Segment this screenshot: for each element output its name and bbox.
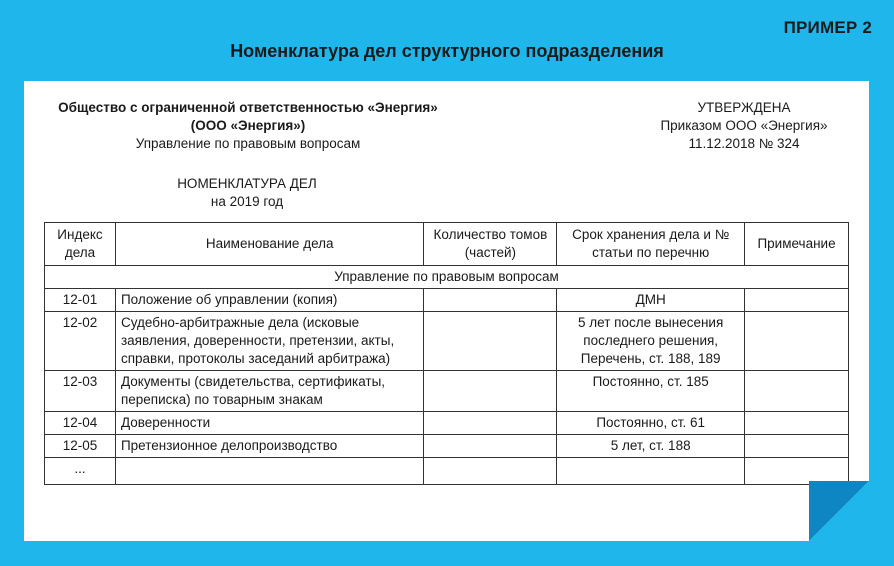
page-curl-corner: [809, 481, 869, 541]
table-header-row: [45, 223, 849, 266]
cell-term: 5 лет после вынесения последнего решения, Перечень, ст. 188, 189: [557, 312, 745, 371]
table-row: [45, 371, 849, 412]
document-sheet: [24, 81, 869, 541]
cell-name: Судебно-арбитражные дела (исковые заявления, доверенности, претензии, акты, справки, протоколы заседаний арбитража): [115, 312, 424, 371]
cell-volumes: [424, 371, 557, 412]
approval-block: [639, 99, 849, 153]
table-row: [45, 412, 849, 435]
cell-volumes: [424, 412, 557, 435]
approval-title: УТВЕРЖДЕНА: [697, 100, 791, 115]
header-name: Наименование дела: [115, 223, 424, 266]
nomenclature-title: НОМЕНКЛАТУРА ДЕЛ: [177, 176, 317, 191]
cell-term: ДМН: [557, 289, 745, 312]
section-row: [45, 266, 849, 289]
cell-name: Документы (свидетельства, сертификаты, переписка) по товарным знакам: [115, 371, 424, 412]
nomenclature-heading: [152, 175, 342, 211]
cell-volumes: [424, 312, 557, 371]
header-index: Индекс дела: [45, 223, 116, 266]
header-volumes: Количество томов (частей): [424, 223, 557, 266]
header-note: Примечание: [745, 223, 849, 266]
cell-index: 12-02: [45, 312, 116, 371]
frame-title: Номенклатура дел структурного подразделения: [230, 41, 664, 61]
cell-note: [745, 289, 849, 312]
cell-term: [557, 458, 745, 485]
cell-note: [745, 412, 849, 435]
cell-volumes: [424, 289, 557, 312]
organization-block: [48, 99, 448, 153]
cases-table: [44, 222, 849, 485]
section-title: Управление по правовым вопросам: [45, 266, 849, 289]
cell-name: Положение об управлении (копия): [115, 289, 424, 312]
cell-index: 12-05: [45, 435, 116, 458]
cell-volumes: [424, 458, 557, 485]
cell-note: [745, 435, 849, 458]
cell-index: 12-03: [45, 371, 116, 412]
cell-note: [745, 312, 849, 371]
cell-index: 12-04: [45, 412, 116, 435]
cell-name: Доверенности: [115, 412, 424, 435]
cell-note: [745, 371, 849, 412]
table-row: [45, 312, 849, 371]
cell-index: ...: [45, 458, 116, 485]
cell-volumes: [424, 435, 557, 458]
cell-index: 12-01: [45, 289, 116, 312]
cell-term: Постоянно, ст. 185: [557, 371, 745, 412]
table-row: [45, 289, 849, 312]
header-term: Срок хранения дела и № статьи по перечню: [557, 223, 745, 266]
org-short-name: (ООО «Энергия»): [190, 118, 306, 133]
nomenclature-year: на 2019 год: [210, 194, 284, 209]
table-row: [45, 458, 849, 485]
cell-name: [115, 458, 424, 485]
cell-name: Претензионное делопроизводство: [115, 435, 424, 458]
example-label: ПРИМЕР 2: [783, 18, 872, 37]
cell-term: Постоянно, ст. 61: [557, 412, 745, 435]
org-full-name: Общество с ограниченной ответственностью «Энергия»: [58, 100, 438, 115]
table-row: [45, 435, 849, 458]
approval-order: Приказом ООО «Энергия»: [660, 118, 828, 133]
org-department: Управление по правовым вопросам: [135, 136, 361, 151]
approval-date: 11.12.2018 № 324: [688, 136, 800, 151]
cell-term: 5 лет, ст. 188: [557, 435, 745, 458]
